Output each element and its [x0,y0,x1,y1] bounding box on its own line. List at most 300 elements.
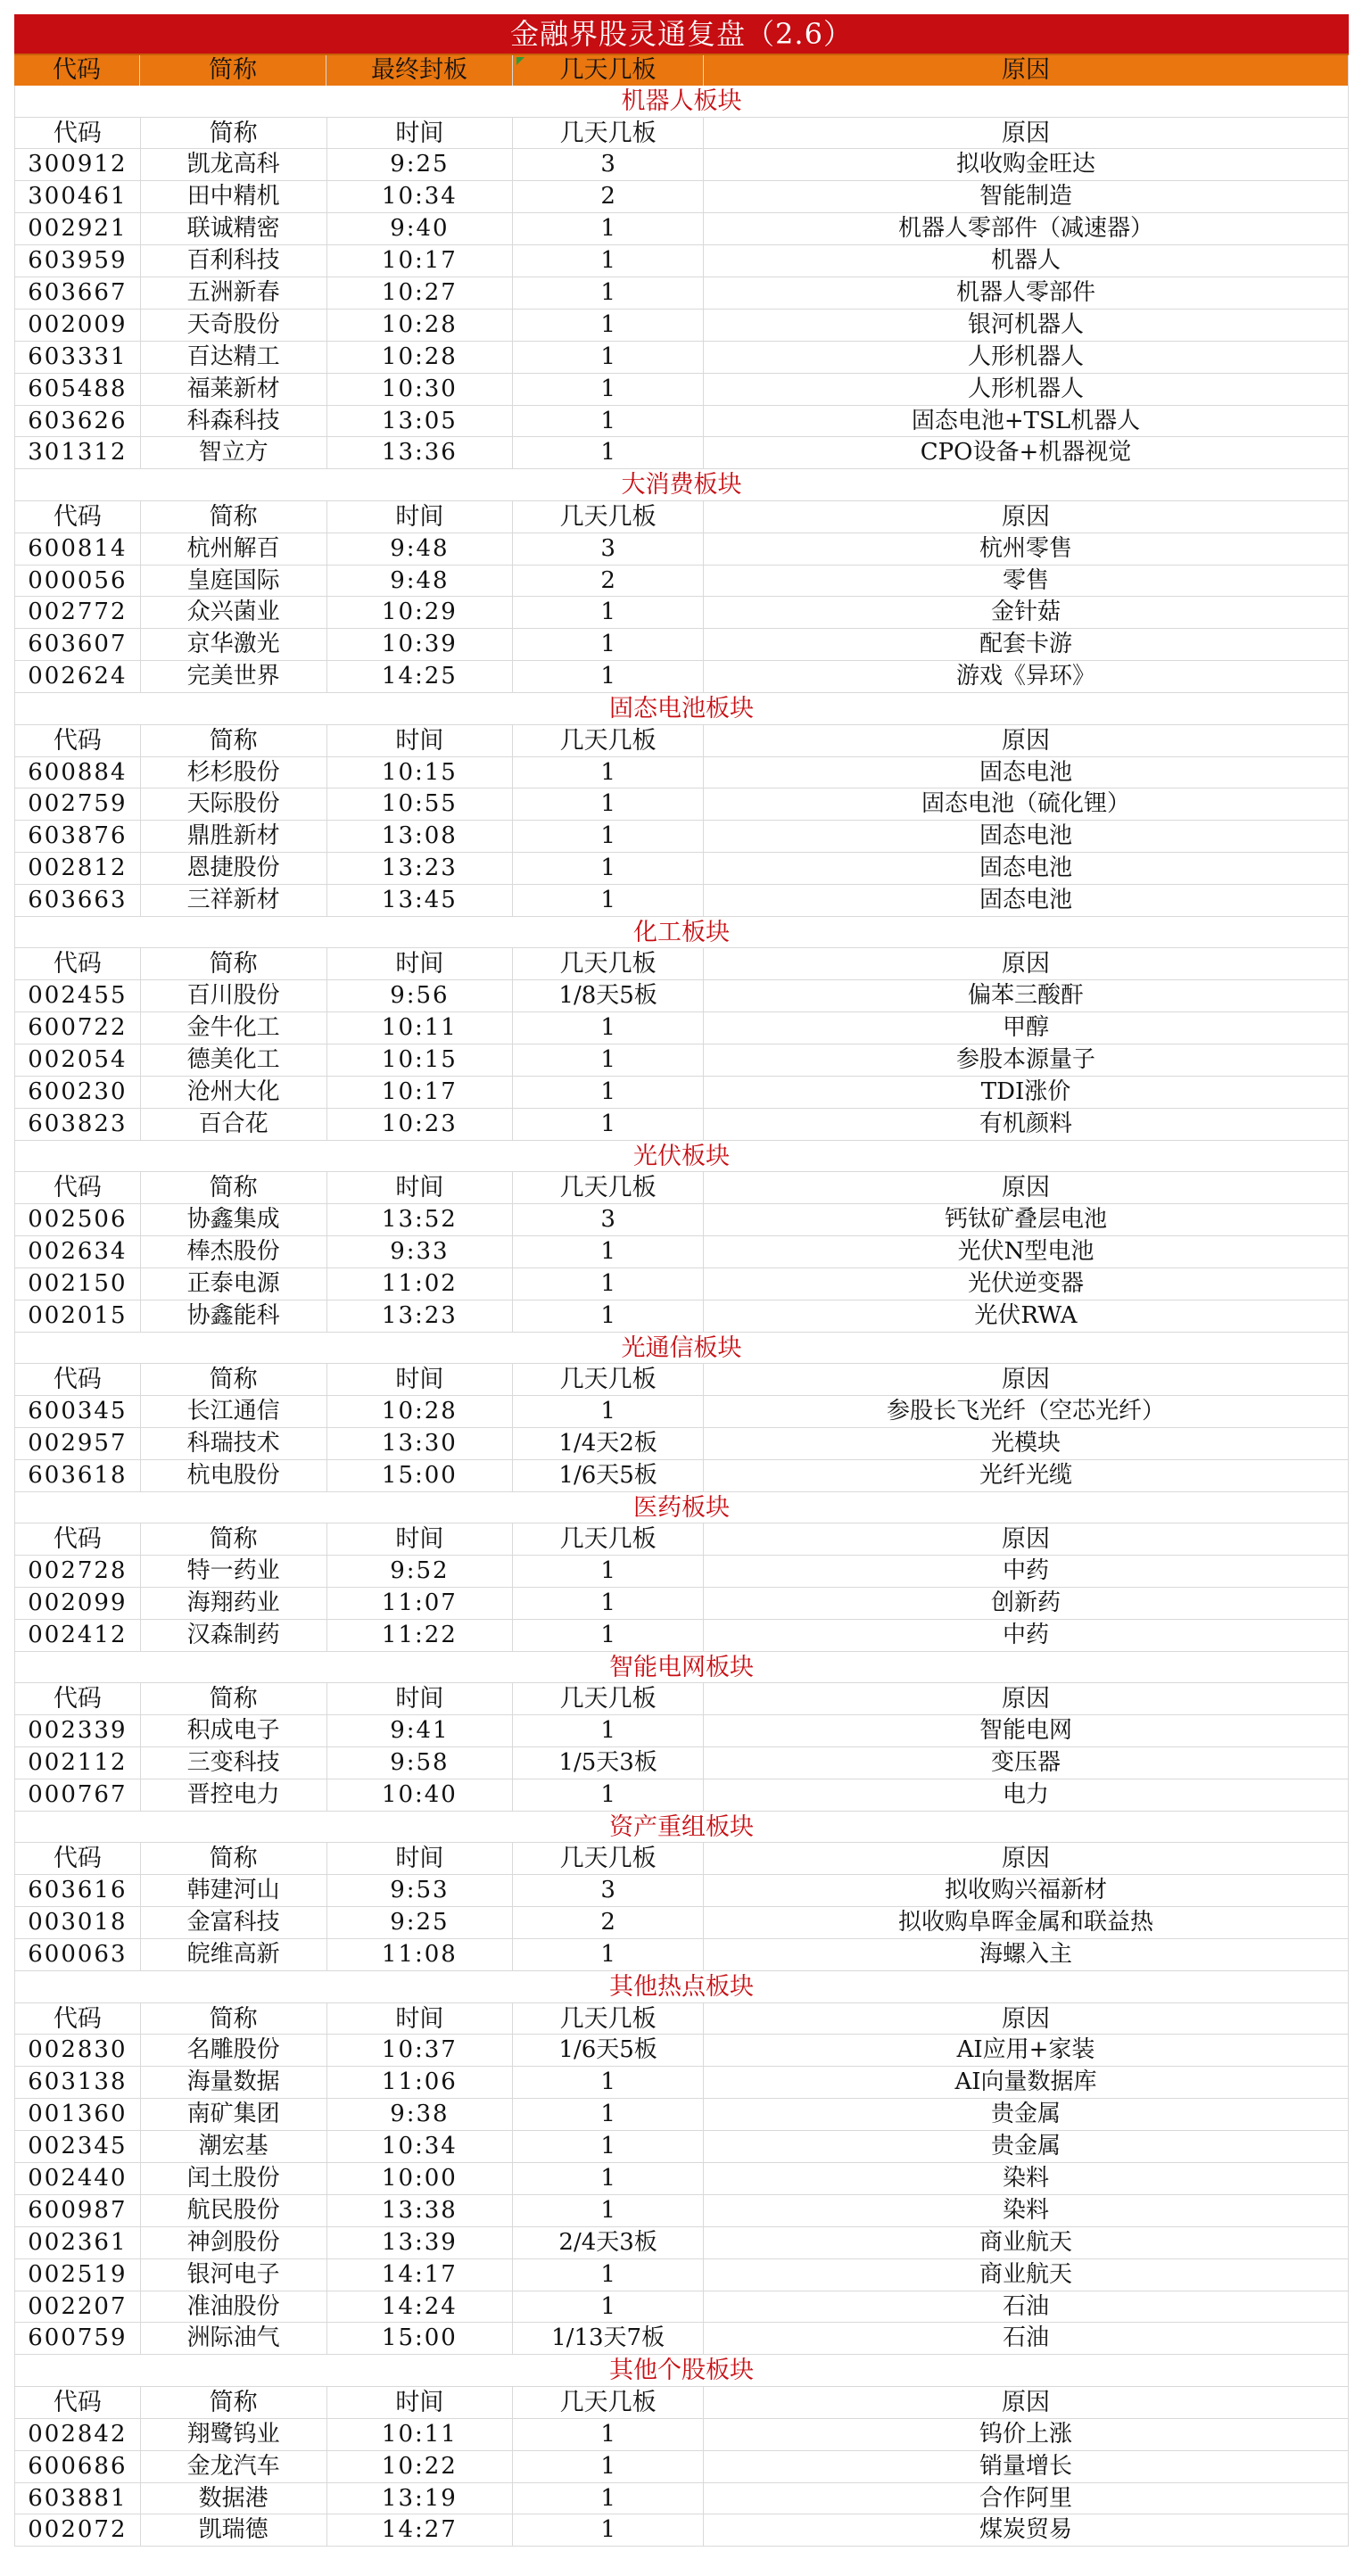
cell-code: 600884 [15,757,141,788]
cell-boards: 1/6天5板 [513,1460,704,1491]
table-row [15,1044,1348,1077]
cell-boards: 2 [513,181,704,212]
cell-boards: 3 [513,1875,704,1906]
cell-boards: 1/4天2板 [513,1428,704,1459]
cell-code: 600686 [15,2451,141,2482]
cell-reason: CPO设备+机器视觉 [920,439,1132,466]
cell-name: 恩捷股份 [141,853,327,884]
table-row [15,2514,1348,2547]
table-row [15,2227,1348,2259]
cell-boards: 1 [513,213,704,244]
table-row [15,1204,1348,1236]
cell-boards: 1 [513,2514,704,2546]
section-title: 医药板块 [15,1492,1348,1524]
cell-name: 金富科技 [141,1907,327,1938]
cell-code: 603607 [15,629,141,660]
cell-reason: 拟收购阜晖金属和联益热 [897,1909,1153,1936]
cell-reason: 偏苯三酸酐 [967,982,1084,1010]
cell-name: 田中精机 [141,181,327,212]
cell-time: 14:24 [327,2291,514,2323]
cell-time: 15:00 [327,1460,514,1491]
column-header-boards: 几天几板 [513,501,704,533]
column-header-reason: 原因 [1001,1525,1050,1554]
cell-boards: 1 [513,245,704,277]
cell-code: 605488 [15,374,141,405]
cell-code: 002759 [15,788,141,820]
cell-boards: 1 [513,1556,704,1587]
limit-up-review-sheet [14,14,1349,2547]
cell-time: 9:53 [327,1875,514,1906]
header-final-seal: 最终封板 [326,55,513,86]
cell-name: 杭电股份 [141,1460,327,1491]
cell-boards: 1 [513,374,704,405]
section-title: 化工板块 [15,917,1348,949]
cell-name: 闰土股份 [141,2163,327,2194]
cell-reason: 杭州零售 [979,534,1072,562]
cell-code: 002772 [15,597,141,628]
table-row [15,885,1348,917]
cell-code: 603823 [15,1109,141,1140]
cell-name: 天奇股份 [141,310,327,341]
column-header-reason: 原因 [1001,1366,1050,1394]
cell-time: 10:15 [327,757,514,788]
cell-boards: 1 [513,885,704,916]
cell-reason: 固态电池 [979,822,1072,850]
table-row [15,2259,1348,2291]
cell-code: 002921 [15,213,141,244]
cell-reason: 光伏N型电池 [957,1238,1095,1266]
column-header-name: 简称 [141,725,327,756]
cell-boards: 3 [513,149,704,180]
cell-name: 名雕股份 [141,2035,327,2066]
cell-name: 金龙汽车 [141,2451,327,2482]
column-header-reason: 原因 [1001,2388,1050,2416]
section-title: 智能电网板块 [15,1652,1348,1684]
cell-reason: 拟收购金旺达 [955,151,1095,178]
cell-time: 10:34 [327,181,514,212]
cell-name: 科瑞技术 [141,1428,327,1459]
cell-time: 9:40 [327,213,514,244]
column-header-name: 简称 [141,118,327,149]
cell-boards: 2 [513,566,704,597]
table-row [15,1556,1348,1588]
cell-time: 11:07 [327,1588,514,1619]
cell-reason: 固态电池 [979,887,1072,914]
cell-code: 600759 [15,2323,141,2354]
cell-name: 数据港 [141,2483,327,2514]
cell-time: 9:25 [327,149,514,180]
cell-name: 福莱新材 [141,374,327,405]
cell-code: 603959 [15,245,141,277]
cell-reason: 电力 [1002,1781,1049,1809]
cell-boards: 1 [513,597,704,628]
cell-boards: 1 [513,2419,704,2450]
cell-reason: 石油 [1002,2324,1049,2352]
cell-name: 凯瑞德 [141,2514,327,2546]
cell-code: 002728 [15,1556,141,1587]
column-header-code: 代码 [15,1843,141,1874]
comment-marker-icon [516,57,525,65]
table-row [15,980,1348,1012]
cell-time: 9:52 [327,1556,514,1587]
table-row [15,853,1348,885]
column-header-time: 时间 [327,1172,514,1203]
table-row [15,1109,1348,1141]
column-header-reason: 原因 [1001,1845,1050,1873]
column-header-time: 时间 [327,948,514,979]
cell-boards: 1 [513,629,704,660]
cell-name: 翔鹭钨业 [141,2419,327,2450]
cell-boards: 1 [513,2483,704,2514]
column-header-boards: 几天几板 [513,725,704,756]
column-header-code: 代码 [15,2003,141,2035]
table-row [15,788,1348,821]
cell-code: 000767 [15,1779,141,1811]
cell-boards: 1 [513,2195,704,2226]
cell-time: 10:28 [327,1396,514,1427]
cell-code: 001360 [15,2099,141,2130]
table-row [15,374,1348,406]
cell-boards: 1 [513,2259,704,2291]
cell-code: 002830 [15,2035,141,2066]
cell-time: 13:23 [327,853,514,884]
cell-code: 000056 [15,566,141,597]
cell-boards: 1 [513,406,704,437]
cell-name: 杭州解百 [141,533,327,565]
cell-boards: 1/13天7板 [513,2323,704,2354]
cell-code: 603881 [15,2483,141,2514]
cell-time: 13:39 [327,2227,514,2258]
table-row [15,2483,1348,2515]
column-header-code: 代码 [15,2387,141,2418]
cell-reason: AI应用+家装 [956,2036,1095,2064]
cell-name: 杉杉股份 [141,757,327,788]
cell-name: 三祥新材 [141,885,327,916]
cell-reason: 合作阿里 [979,2484,1072,2512]
cell-reason: 拟收购兴福新材 [944,1877,1107,1904]
header-row [14,54,1349,86]
cell-reason: 染料 [1002,2164,1049,2192]
cell-reason: 中药 [1002,1622,1049,1649]
cell-name: 海翔药业 [141,1588,327,1619]
cell-name: 准油股份 [141,2291,327,2323]
cell-code: 002099 [15,1588,141,1619]
cell-time: 10:29 [327,597,514,628]
cell-time: 13:08 [327,821,514,852]
cell-code: 603331 [15,342,141,373]
cell-boards: 1 [513,1396,704,1427]
cell-boards: 3 [513,533,704,565]
table-row [15,1875,1348,1907]
table-row [15,1588,1348,1620]
cell-reason: 石油 [1002,2292,1049,2320]
cell-name: 皖维高新 [141,1939,327,1970]
column-header-boards: 几天几板 [513,1843,704,1874]
column-header-name: 简称 [141,1364,327,1395]
column-header-time: 时间 [327,1364,514,1395]
table-row [15,1715,1348,1747]
table-row [15,533,1348,566]
table-row [15,213,1348,245]
cell-time: 10:40 [327,1779,514,1811]
cell-time: 15:00 [327,2323,514,2354]
cell-boards: 1 [513,2099,704,2130]
cell-name: 长江通信 [141,1396,327,1427]
cell-time: 10:15 [327,1044,514,1076]
cell-code: 002412 [15,1620,141,1651]
column-header-time: 时间 [327,118,514,149]
table-row [15,821,1348,853]
cell-name: 完美世界 [141,661,327,692]
cell-reason: 固态电池 [979,855,1072,882]
column-header-time: 时间 [327,1843,514,1874]
cell-boards: 1 [513,1939,704,1970]
table-row [15,1779,1348,1812]
cell-code: 600814 [15,533,141,565]
column-header-name: 简称 [141,1843,327,1874]
cell-boards: 1 [513,2291,704,2323]
cell-code: 002009 [15,310,141,341]
column-header-row [15,2003,1348,2035]
column-header-time: 时间 [327,725,514,756]
header-name: 简称 [140,55,326,86]
cell-time: 13:05 [327,406,514,437]
column-header-reason: 原因 [1001,726,1050,755]
table-row [15,661,1348,693]
cell-time: 13:52 [327,1204,514,1235]
cell-reason: 游戏《异环》 [955,663,1095,690]
cell-name: 百川股份 [141,980,327,1011]
table-row [15,437,1348,469]
section-title: 其他个股板块 [15,2355,1348,2387]
cell-time: 14:27 [327,2514,514,2546]
column-header-time: 时间 [327,1683,514,1714]
column-header-row [15,948,1348,980]
cell-time: 10:30 [327,374,514,405]
cell-boards: 1 [513,821,704,852]
column-header-boards: 几天几板 [513,1172,704,1203]
cell-boards: 1 [513,661,704,692]
column-header-code: 代码 [15,725,141,756]
cell-code: 002015 [15,1300,141,1332]
cell-time: 13:23 [327,1300,514,1332]
cell-name: 协鑫集成 [141,1204,327,1235]
cell-code: 002455 [15,980,141,1011]
cell-reason: 光伏RWA [974,1301,1078,1329]
cell-time: 9:41 [327,1715,514,1746]
column-header-boards: 几天几板 [513,1523,704,1555]
cell-boards: 1 [513,2131,704,2162]
cell-time: 9:48 [327,566,514,597]
cell-code: 002339 [15,1715,141,1746]
cell-name: 众兴菌业 [141,597,327,628]
cell-reason: 销量增长 [979,2452,1072,2480]
table-row [15,1460,1348,1492]
column-header-boards: 几天几板 [513,2003,704,2035]
table-row [15,2131,1348,2163]
cell-reason: 固态电池（硫化锂） [921,790,1130,818]
cell-name: 天际股份 [141,788,327,820]
column-header-row [15,501,1348,533]
cell-reason: 光伏逆变器 [967,1270,1084,1297]
cell-time: 10:55 [327,788,514,820]
cell-name: 棒杰股份 [141,1236,327,1267]
cell-name: 金牛化工 [141,1012,327,1044]
cell-boards: 1 [513,2067,704,2098]
table-row [15,2099,1348,2131]
cell-reason: 光纤光缆 [979,1461,1072,1489]
cell-time: 13:19 [327,2483,514,2514]
cell-time: 13:36 [327,437,514,468]
cell-reason: 配套卡游 [979,631,1072,658]
column-header-row [15,1172,1348,1204]
sections-container [14,86,1349,2547]
cell-name: 汉森制药 [141,1620,327,1651]
cell-boards: 1/6天5板 [513,2035,704,2066]
cell-boards: 1 [513,1620,704,1651]
cell-code: 002440 [15,2163,141,2194]
cell-name: 洲际油气 [141,2323,327,2354]
table-row [15,2035,1348,2067]
cell-reason: 商业航天 [979,2260,1072,2288]
cell-boards: 1 [513,1044,704,1076]
cell-time: 9:58 [327,1747,514,1779]
cell-name: 晋控电力 [141,1779,327,1811]
cell-boards: 1 [513,788,704,820]
cell-boards: 1 [513,1588,704,1619]
column-header-name: 简称 [141,1172,327,1203]
cell-boards: 3 [513,1204,704,1235]
cell-time: 9:25 [327,1907,514,1938]
column-header-code: 代码 [15,501,141,533]
column-header-row [15,2387,1348,2419]
cell-name: 科森科技 [141,406,327,437]
table-row [15,181,1348,213]
cell-name: 京华激光 [141,629,327,660]
cell-boards: 1 [513,757,704,788]
cell-reason: 钙钛矿叠层电池 [944,1206,1107,1234]
cell-code: 600230 [15,1077,141,1108]
table-row [15,1620,1348,1652]
cell-name: 特一药业 [141,1556,327,1587]
cell-reason: 贵金属 [990,2133,1061,2160]
cell-reason: 零售 [1002,566,1049,594]
table-row [15,2451,1348,2483]
table-row [15,277,1348,310]
cell-code: 600345 [15,1396,141,1427]
cell-reason: 商业航天 [979,2228,1072,2256]
cell-time: 10:28 [327,342,514,373]
cell-name: 韩建河山 [141,1875,327,1906]
column-header-name: 简称 [141,2003,327,2035]
cell-boards: 1 [513,1077,704,1108]
column-header-name: 简称 [141,2387,327,2418]
header-code: 代码 [14,55,140,86]
cell-code: 002361 [15,2227,141,2258]
section-title: 大消费板块 [15,469,1348,501]
cell-code: 603663 [15,885,141,916]
cell-code: 002112 [15,1747,141,1779]
cell-code: 300912 [15,149,141,180]
cell-code: 002072 [15,2514,141,2546]
cell-reason: 光模块 [990,1430,1061,1457]
cell-boards: 1 [513,342,704,373]
cell-time: 13:45 [327,885,514,916]
section-title: 其他热点板块 [15,1971,1348,2003]
table-row [15,2323,1348,2355]
cell-code: 603138 [15,2067,141,2098]
cell-name: 皇庭国际 [141,566,327,597]
table-row [15,1428,1348,1460]
column-header-code: 代码 [15,1523,141,1555]
table-row [15,1747,1348,1779]
cell-reason: 中药 [1002,1557,1049,1585]
cell-time: 9:38 [327,2099,514,2130]
cell-reason: 有机颜料 [979,1110,1072,1137]
section-title: 固态电池板块 [15,693,1348,725]
cell-reason: 参股本源量子 [955,1046,1095,1074]
cell-reason: 海螺入主 [979,1941,1072,1969]
cell-code: 002957 [15,1428,141,1459]
section-title: 资产重组板块 [15,1812,1348,1844]
cell-boards: 1 [513,277,704,309]
cell-reason: 银河机器人 [967,310,1084,338]
cell-boards: 1 [513,1109,704,1140]
cell-code: 603616 [15,1875,141,1906]
column-header-code: 代码 [15,948,141,979]
table-row [15,2163,1348,2195]
cell-time: 9:33 [327,1236,514,1267]
cell-reason: 人形机器人 [967,375,1084,402]
column-header-reason: 原因 [1001,950,1050,978]
cell-name: 正泰电源 [141,1268,327,1300]
column-header-boards: 几天几板 [513,1364,704,1395]
cell-boards: 2 [513,1907,704,1938]
column-header-time: 时间 [327,501,514,533]
cell-code: 002207 [15,2291,141,2323]
table-row [15,1396,1348,1428]
cell-code: 603667 [15,277,141,309]
table-row [15,566,1348,598]
cell-name: 潮宏基 [141,2131,327,2162]
column-header-time: 时间 [327,2003,514,2035]
column-header-reason: 原因 [1001,502,1050,531]
cell-reason: TDI涨价 [980,1078,1071,1106]
cell-boards: 1 [513,1715,704,1746]
cell-name: 联诚精密 [141,213,327,244]
table-row [15,149,1348,181]
column-header-name: 简称 [141,948,327,979]
cell-name: 沧州大化 [141,1077,327,1108]
table-row [15,1907,1348,1939]
cell-reason: 变压器 [990,1749,1061,1777]
cell-time: 10:11 [327,2419,514,2450]
cell-name: 百达精工 [141,342,327,373]
cell-time: 13:30 [327,1428,514,1459]
cell-code: 603626 [15,406,141,437]
cell-time: 10:22 [327,2451,514,2482]
cell-code: 301312 [15,437,141,468]
cell-time: 11:22 [327,1620,514,1651]
cell-boards: 1 [513,1236,704,1267]
cell-code: 002812 [15,853,141,884]
cell-code: 002634 [15,1236,141,1267]
column-header-reason: 原因 [1001,1685,1050,1713]
cell-reason: 固态电池+TSL机器人 [911,407,1141,434]
section-title: 光伏板块 [15,1141,1348,1173]
cell-boards: 1 [513,437,704,468]
cell-reason: 钨价上涨 [979,2420,1072,2448]
